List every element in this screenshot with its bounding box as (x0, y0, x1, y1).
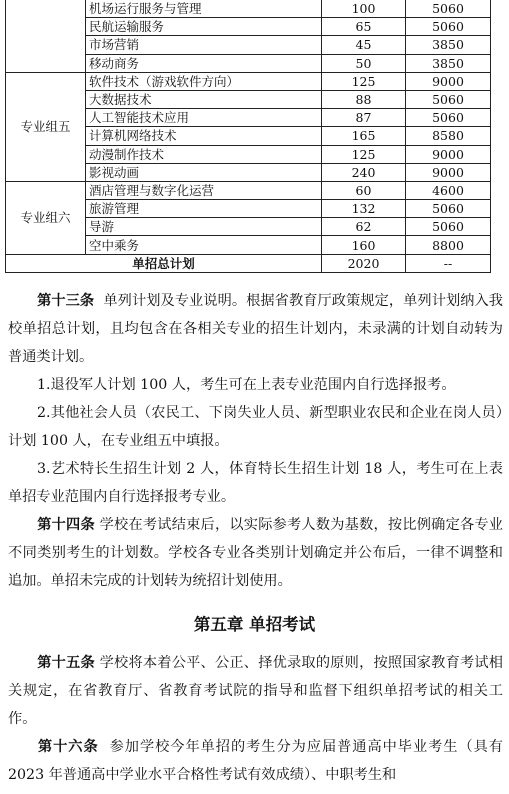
fee-cell: 5060 (406, 200, 491, 218)
plan-cell: 62 (322, 218, 406, 236)
fee-cell: 4600 (406, 181, 491, 199)
fee-cell: 9000 (406, 163, 491, 181)
major-cell: 旅游管理 (86, 200, 322, 218)
major-cell: 移动商务 (86, 54, 322, 72)
fee-cell: 8800 (406, 236, 491, 254)
group-cell: 专业组六 (6, 181, 86, 254)
article-16-body: 参加学校今年单招的考生分为应届普通高中毕业考生（具有 2023 年普通高中学业水平合格性考试有效成绩）、中职考生和 (8, 739, 503, 783)
plan-cell: 50 (322, 54, 406, 72)
article-16 (8, 733, 503, 789)
fee-cell: 5060 (406, 18, 491, 36)
table-row (6, 72, 491, 90)
plan-cell: 125 (322, 145, 406, 163)
plan-cell: 100 (322, 0, 406, 18)
major-cell: 人工智能技术应用 (86, 109, 322, 127)
major-cell: 计算机网络技术 (86, 127, 322, 145)
major-cell: 民航运输服务 (86, 18, 322, 36)
table-row (6, 181, 491, 199)
total-fee: -- (406, 254, 491, 272)
fee-cell: 9000 (406, 72, 491, 90)
article-13-item-1: 1.退役军人计划 100 人，考生可在上表专业范围内自行选择报考。 (37, 377, 456, 393)
major-cell: 空中乘务 (86, 236, 322, 254)
total-row (6, 254, 491, 272)
group-cell (6, 0, 86, 72)
article-13 (8, 287, 503, 371)
major-cell: 大数据技术 (86, 90, 322, 108)
chapter-heading: 第五章 单招考试 (193, 615, 316, 634)
major-cell: 影视动画 (86, 163, 322, 181)
major-cell: 市场营销 (86, 36, 322, 54)
article-13-item-3: 3.艺术特长生招生计划 2 人，体育特长生招生计划 18 人，考生可在上表单招专业范围内自行选择报考专业。 (8, 461, 503, 505)
article-13-title: 第十三条 (37, 293, 95, 309)
fee-cell: 5060 (406, 90, 491, 108)
major-cell: 导游 (86, 218, 322, 236)
major-cell: 软件技术（游戏软件方向） (86, 72, 322, 90)
fee-cell: 5060 (406, 0, 491, 18)
plan-cell: 132 (322, 200, 406, 218)
total-plan: 2020 (322, 254, 406, 272)
plan-cell: 88 (322, 90, 406, 108)
article-14 (8, 511, 503, 595)
article-13-body: 单列计划及专业说明。根据省教育厅政策规定，单列计划纳入我校单招总计划，且均包含在各相关专业的招生计划内，未录满的计划自动转为普通类计划。 (8, 293, 503, 365)
group-cell: 专业组五 (6, 72, 86, 181)
major-cell: 机场运行服务与管理 (86, 0, 322, 18)
plan-cell: 240 (322, 163, 406, 181)
article-14-body: 学校在考试结束后，以实际参考人数为基数，按比例确定各专业不同类别考生的计划数。学校各专业各类别计划确定并公布后，一律不调整和追加。单招未完成的计划转为统招计划使用。 (8, 517, 503, 589)
plan-cell: 125 (322, 72, 406, 90)
major-cell: 酒店管理与数字化运营 (86, 181, 322, 199)
article-14-title: 第十四条 (37, 517, 95, 533)
plan-cell: 87 (322, 109, 406, 127)
fee-cell: 5060 (406, 109, 491, 127)
fee-cell: 3850 (406, 36, 491, 54)
article-15 (8, 649, 503, 733)
article-13-item-2: 2.其他社会人员（农民工、下岗失业人员、新型职业农民和企业在岗人员）计划 100 人，在专业组五中填报。 (8, 405, 503, 449)
major-cell: 动漫制作技术 (86, 145, 322, 163)
table-row (6, 0, 491, 18)
article-15-body: 学校将本着公平、公正、择优录取的原则，按照国家教育考试相关规定，在省教育厅、省教育考试院的指导和监督下组织单招考试的相关工作。 (8, 655, 503, 727)
fee-cell: 9000 (406, 145, 491, 163)
plan-cell: 45 (322, 36, 406, 54)
fee-cell: 8580 (406, 127, 491, 145)
article-15-title: 第十五条 (37, 655, 95, 671)
plan-cell: 160 (322, 236, 406, 254)
plan-cell: 165 (322, 127, 406, 145)
fee-cell: 5060 (406, 218, 491, 236)
plan-table (5, 0, 491, 273)
plan-cell: 65 (322, 18, 406, 36)
article-16-title: 第十六条 (37, 739, 99, 755)
total-label: 单招总计划 (6, 254, 322, 272)
fee-cell: 3850 (406, 54, 491, 72)
plan-cell: 60 (322, 181, 406, 199)
